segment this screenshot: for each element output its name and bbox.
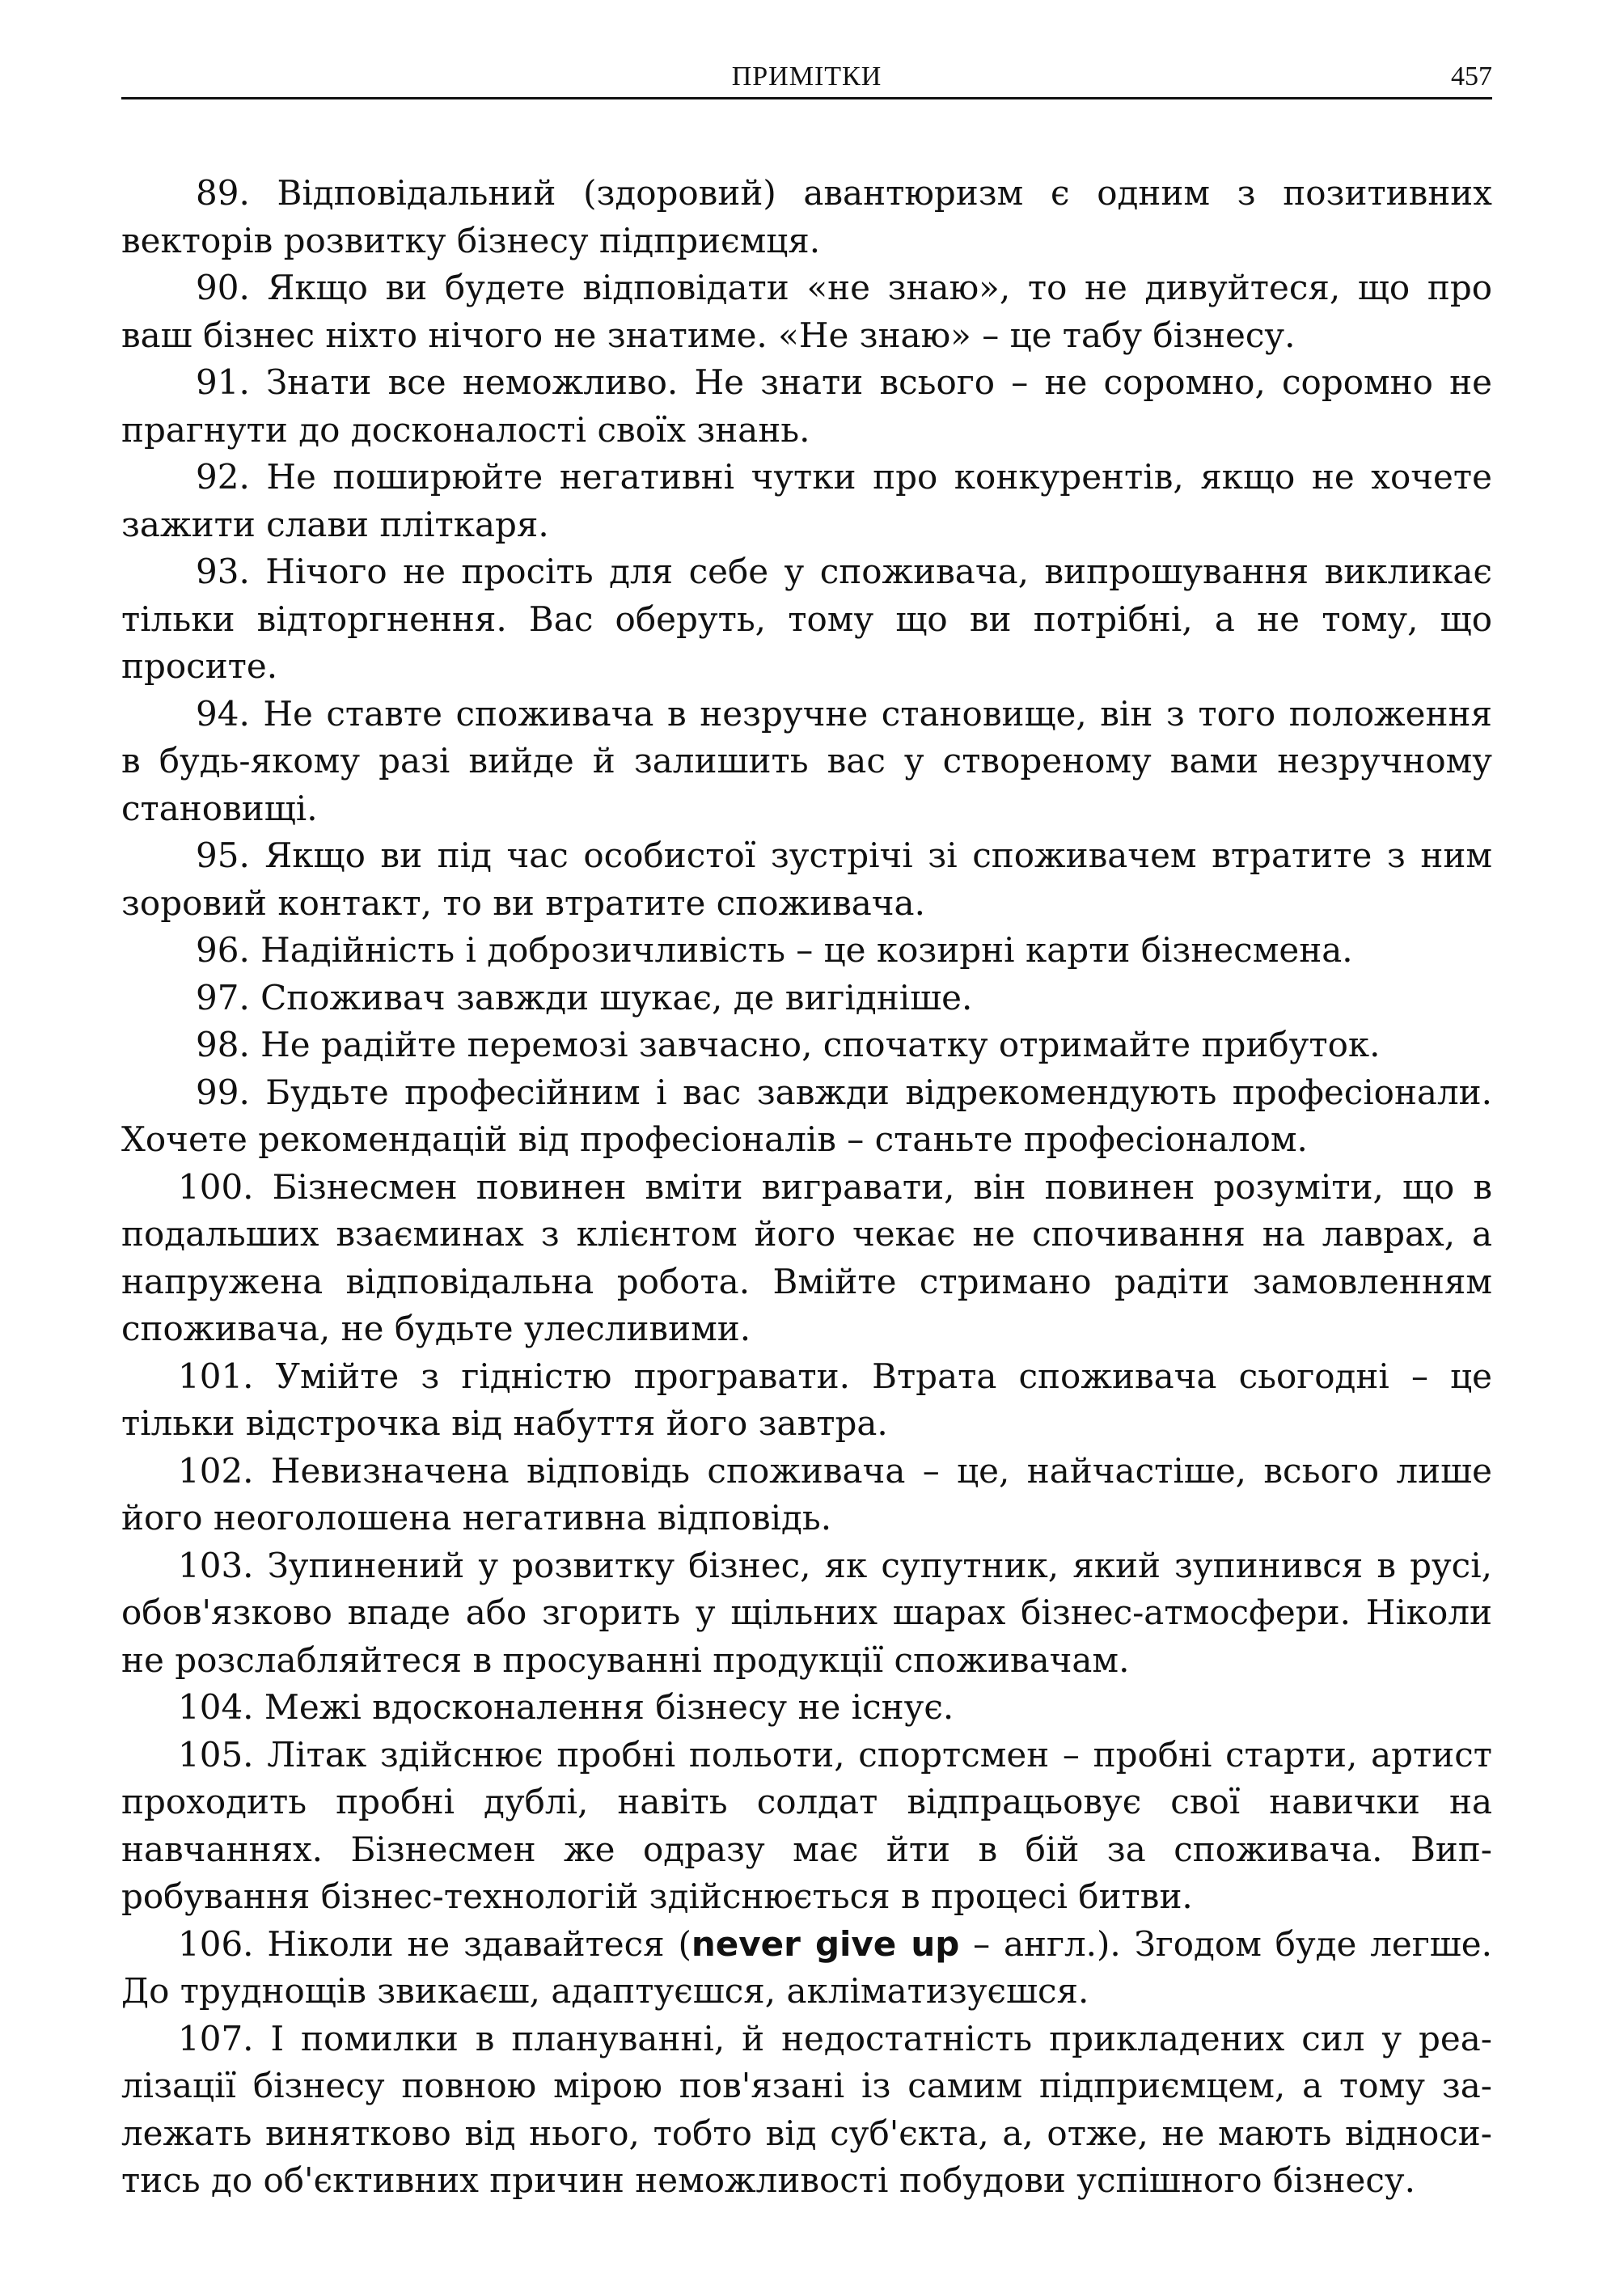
note-103: 103. Зупинений у розвитку бізнес, як супутник, який зупинився в русі, обов'язково впаде або згорить у щільних шарах бізнес-атмосфери. Ніколи не розслабляйтеся в просуванні продукції споживачам. (121, 1545, 1492, 1680)
note-91: 91. Знати все неможливо. Не знати всього – не соромно, соромно не прагнути до досконалості своїх знань. (121, 362, 1492, 450)
page (121, 0, 1492, 2293)
note-92: 92. Не поширюйте негативні чутки про конкурентів, якщо не хочете зажити слави пліткаря. (121, 457, 1492, 544)
note-106-after: – англ.). Згодом буде легше. До труднощів звикаєш, адаптуєшся, акліматизуєшся. (121, 1923, 1492, 2011)
running-header-title: ПРИМІТКИ (731, 61, 882, 91)
note-104: 104. Межі вдосконалення бізнесу не існує. (178, 1687, 954, 1727)
note-98: 98. Не радійте перемозі завчасно, спочатку отримайте прибуток. (196, 1025, 1381, 1064)
note-99: 99. Будьте професійним і вас завжди відрекомендують професіонали. Хочете рекомендацій від професіоналів – станьте професіоналом. (121, 1072, 1492, 1159)
note-90: 90. Якщо ви будете відповідати «не знаю», то не дивуйтеся, що про ваш бізнес ніхто нічого не знатиме. «Не знаю» – це табу бізнесу. (121, 268, 1492, 355)
note-107: 107. І помилки в плануванні, й недостатність прикладених сил у реалізації бізнесу повною мірою пов'язані із самим підприємцем, а тому залежать винятково від нього, тобто від суб'єкта, а, отже, не мають відноситись до об'єктивних причин неможливості побудови успішного бізнесу. (121, 2018, 1492, 2200)
note-96: 96. Надійність і доброзичливість – це козирні карти бізнесмена. (196, 930, 1353, 970)
page-number: 457 (1451, 61, 1492, 91)
running-header (121, 55, 1492, 99)
note-100: 100. Бізнесмен повинен вміти вигравати, він повинен розуміти, що в подальших взаєминах з клієнтом його чекає не спочивання на лаврах, а напружена відповідальна робота. Вмійте стримано радіти замовленням споживача, не будьте улесливими. (121, 1166, 1492, 1348)
note-102: 102. Невизначена відповідь споживача – це, найчастіше, всього лише його неоголошена негативна відповідь. (121, 1450, 1492, 1538)
note-97: 97. Споживач завжди шукає, де вигідніше. (196, 977, 973, 1017)
note-105: 105. Літак здійснює пробні польоти, спортсмен – пробні старти, артист проходить пробні дублі, навіть солдат відпрацьовує свої навички на навчаннях. Бізнесмен же одразу має йти в бій за споживача. Випробування бізнес-технологій здійснюється в процесі битви. (121, 1734, 1492, 1916)
note-95: 95. Якщо ви під час особистої зустрічі зі споживачем втратите з ним зоровий контакт, то ви втратите споживача. (121, 836, 1492, 923)
note-94: 94. Не ставте споживача в незручне становище, він з того положення в будь-якому разі вийде й залишить вас у створеному вами незручному становищі. (121, 693, 1492, 828)
note-93: 93. Нічого не просіть для себе у споживача, випрошування викликає тільки відторгнення. Вас оберуть, тому що ви потрібні, а не тому, що просите. (121, 552, 1492, 686)
notes-body (121, 170, 1492, 2205)
note-106-emphasis: never give up (691, 1923, 960, 1964)
note-101: 101. Умійте з гідністю програвати. Втрата споживача сьогодні – це тільки відстрочка від набуття його завтра. (121, 1356, 1492, 1443)
note-89: 89. Відповідальний (здоровий) авантюризм є одним з позитивних векторів розвитку бізнесу підприємця. (121, 173, 1492, 260)
note-106 (121, 1921, 1492, 2016)
note-106-before: 106. Ніколи не здавайтеся ( (178, 1923, 691, 1964)
